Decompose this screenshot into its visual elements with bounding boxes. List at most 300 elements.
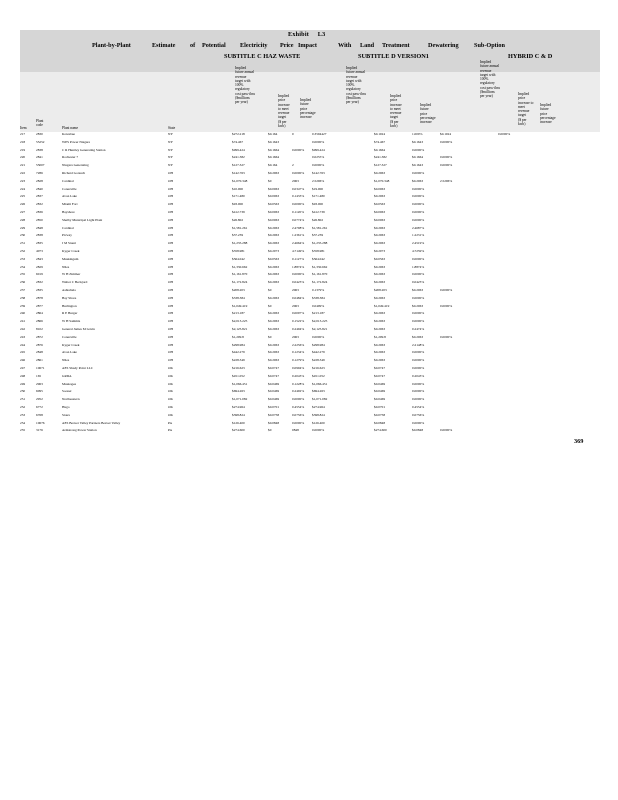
table-cell: $451.052 [232, 373, 245, 378]
table-cell: 2832 [36, 202, 43, 207]
table-cell: 2835 [36, 241, 43, 246]
table-cell: 2828 [36, 178, 43, 183]
table-cell: NY [168, 139, 173, 144]
table-cell: 0.1433% [292, 194, 305, 199]
table-cell: OH [168, 233, 173, 238]
table-row [20, 249, 595, 255]
table-cell: $0.0758 [268, 412, 280, 417]
table-cell: 251 [20, 397, 26, 402]
table-cell: $1,049.419 [232, 303, 248, 308]
table-cell: $0.2063 [268, 311, 280, 316]
table-cell: $1,161.870 [232, 272, 248, 277]
table-cell: $1,049.419 [374, 303, 390, 308]
table-cell: 2838 [36, 147, 43, 152]
table-cell: OH [168, 249, 173, 253]
table-row [20, 366, 595, 372]
table-cell: 1.2231% [412, 233, 425, 238]
table-cell: $2,125.821 [232, 327, 248, 331]
table-cell: 2.5296% [440, 178, 453, 183]
table-cell: OH [168, 334, 173, 339]
table-cell: OK [168, 381, 173, 386]
table-cell: $0.0848 [268, 420, 280, 425]
table-cell: Niles [62, 264, 70, 269]
table-cell: 0.2043% [292, 373, 305, 378]
table-cell: $0.0701 [268, 405, 280, 409]
table-cell: $0.2063 [412, 288, 424, 292]
table-cell: 2963 [36, 381, 43, 386]
exhibit-label [288, 31, 325, 38]
table-cell: Avon Lake [62, 194, 77, 199]
table-row [20, 350, 595, 356]
group-header-9: Implied future price percentage increase [540, 103, 556, 125]
table-cell: $0.0063 [268, 217, 280, 222]
table-cell: 2848 [36, 350, 43, 355]
table-cell: 0.0000% [440, 428, 453, 433]
table-cell: $171.480 [312, 194, 325, 199]
table-cell: 0.0000% [412, 202, 425, 207]
table-cell: W H Sammis [62, 319, 81, 324]
table-cell: $93.000 [312, 202, 324, 207]
table-cell: 0.0000% [440, 155, 453, 160]
table-cell: 1.2361% [292, 233, 305, 238]
table-cell: OH [168, 225, 173, 230]
table-cell: 2063 [292, 288, 299, 292]
table-cell: 240 [20, 311, 26, 316]
table-cell: 0.0000% [440, 288, 453, 292]
table-cell: 0.0000% [312, 334, 325, 339]
table-cell: 238 [20, 295, 26, 300]
table-cell: $0.1664 [374, 147, 386, 152]
table-cell: $142.763 [312, 171, 325, 175]
table-cell: PA [168, 428, 173, 433]
table-cell: Picway [62, 233, 72, 238]
table-cell: Sioux [62, 412, 70, 417]
table-cell: $0.2063 [412, 334, 424, 339]
table-cell: 2836 [36, 210, 43, 214]
table-cell: $0.2063 [268, 241, 280, 246]
table-cell: $142.763 [232, 171, 245, 175]
table-cell: Richard Gorsuch [62, 171, 86, 175]
table-cell: Sooner [62, 389, 72, 394]
page-number: 369 [574, 438, 584, 445]
table-cell: WPS Power Niagara [62, 139, 91, 144]
table-cell: 248 [20, 373, 26, 378]
table-cell: 0.0097% [292, 311, 305, 316]
title-word: of [190, 42, 196, 49]
table-cell: 4.7259% [412, 249, 425, 253]
table-cell: 220 [20, 155, 26, 160]
table-cell: $0.1024 [374, 132, 386, 136]
table-cell: 241 [20, 319, 26, 324]
table-cell: 2850 [36, 217, 43, 222]
table-cell: $1,235.288 [312, 241, 328, 246]
table-cell: 0.1379% [312, 288, 325, 292]
table-cell: $0.2063 [374, 194, 386, 199]
table-cell: 2.4687% [412, 225, 425, 230]
table-cell: OH [168, 264, 173, 269]
table-cell: $126.400 [312, 420, 325, 425]
table-row [20, 389, 595, 395]
table-cell: $0.0469 [374, 397, 386, 402]
table-cell: 2.2148% [412, 342, 425, 347]
table-cell: 234 [20, 264, 26, 269]
table-cell: $0.0747 [268, 366, 280, 370]
table-cell: OK [168, 397, 173, 402]
exhibit-number: L3 [317, 31, 326, 38]
table-cell: $1,071.082 [312, 397, 328, 402]
table-cell: $1,070.348 [374, 178, 390, 183]
table-cell: $208.203 [374, 288, 387, 292]
table-cell: $228.349 [312, 358, 325, 363]
table-row [20, 280, 595, 286]
col-header-state: State [168, 126, 176, 130]
table-cell: 4.7149% [292, 249, 305, 253]
table-cell: $1,209.8 [374, 334, 386, 339]
table-cell: Kotzebue [62, 132, 75, 136]
table-cell: $442.279 [312, 350, 325, 355]
table-cell: 0.0000% [412, 358, 425, 363]
table-cell: $358.981 [312, 249, 325, 253]
table-cell: $26.802 [232, 217, 244, 222]
table-cell: OH [168, 303, 173, 308]
table-cell: $0.2063 [268, 350, 280, 355]
table-cell: $0.1024 [440, 132, 452, 136]
table-cell: 0.0000% [440, 334, 453, 339]
table-cell: 0.0000% [412, 311, 425, 316]
table-cell: OH [168, 295, 173, 300]
table-row [20, 421, 595, 427]
table-cell: $171.480 [232, 194, 245, 199]
title-word: Impact [298, 42, 317, 49]
table-cell: 4073 [36, 249, 43, 253]
table-cell: 2843 [36, 256, 43, 261]
table-cell: $1,330.662 [232, 264, 248, 269]
table-cell: W H Zimmer [62, 272, 81, 277]
table-cell: $0.2063 [268, 233, 280, 238]
table-cell: 6772 [36, 405, 43, 409]
table-cell: $0.0063 [374, 217, 386, 222]
table-cell: 223 [20, 178, 26, 183]
table-cell: $213.187 [312, 311, 325, 316]
table-cell: $0.0469 [268, 389, 280, 394]
table-cell: Armstrong Power Station [62, 428, 97, 433]
table-cell: 2848 [36, 225, 43, 230]
table-cell: 2877 [36, 303, 43, 308]
table-cell: $19.000 [312, 186, 324, 191]
table-cell: $0.0063 [374, 210, 386, 214]
table-cell: 0.1127% [292, 256, 305, 261]
table-cell: 254 [20, 420, 26, 425]
table-cell: $0 [268, 334, 272, 339]
table-cell: 0.0000% [412, 295, 425, 300]
table-cell: $694.263 [312, 389, 325, 394]
group-header-4: Implied future annual revenue target with 100% regulatory cost pass-thru ($millions per year) [346, 66, 366, 105]
table-cell: $1,070.348 [232, 178, 248, 183]
title-word: ce [288, 42, 294, 49]
table-cell: OH [168, 256, 173, 261]
table-cell: 237 [20, 288, 26, 292]
table-cell: $74.467 [374, 139, 386, 144]
table-cell: 0.3594427 [312, 132, 327, 136]
table-cell: Burlington [62, 303, 77, 308]
table-cell: $274.600 [374, 428, 387, 433]
table-cell: 0.0423% [292, 280, 305, 285]
section-label-hybrid: HYBRID C & D [508, 53, 553, 60]
table-cell: 219 [20, 147, 26, 152]
table-cell: $1,071.082 [232, 397, 248, 402]
table-cell: 0.0000% [412, 397, 425, 402]
table-cell: $0.0563 [374, 256, 386, 261]
table-cell: 0.1228% [292, 381, 305, 386]
table-cell: 2.5296% [312, 178, 325, 183]
table-row [20, 304, 595, 310]
table-cell: $0.2063 [374, 225, 386, 230]
title-word: Potential [202, 42, 226, 49]
table-cell: $0 [268, 428, 272, 433]
title-word: Electricity [240, 42, 268, 49]
table-cell: 243 [20, 334, 26, 339]
table-cell: Conesville [62, 334, 77, 339]
table-cell: 0.0000% [412, 366, 425, 370]
table-cell: 165 [36, 373, 42, 378]
table-cell: OH [168, 288, 173, 292]
table-cell: 246 [20, 358, 26, 363]
table-cell: $208.203 [232, 288, 245, 292]
table-row [20, 358, 595, 364]
table-cell: 0.0000% [292, 147, 305, 152]
table-row [20, 179, 595, 185]
table-cell: 217 [20, 132, 26, 136]
table-cell: GRDA [62, 373, 72, 378]
table-cell: NY [168, 147, 173, 152]
table-cell: $442.279 [232, 350, 245, 355]
table-cell: NY [168, 155, 173, 160]
table-cell: 242 [20, 327, 26, 331]
table-cell: $228.349 [232, 358, 245, 363]
table-cell: $274.964 [232, 405, 245, 409]
table-cell: 0.1279% [292, 358, 305, 363]
table-row [20, 272, 595, 278]
table-row [20, 187, 595, 193]
table-cell: 0.2492% [292, 389, 305, 394]
table-cell: $1,172.824 [312, 280, 328, 285]
table-cell: $0 [268, 288, 272, 292]
table-cell: $0.2063 [374, 280, 386, 285]
table-cell: OH [168, 210, 173, 214]
table-cell: Rochester 7 [62, 155, 79, 160]
table-cell: $0.2963 [268, 171, 280, 175]
table-row [20, 343, 595, 349]
table-cell: $0.164 [268, 132, 278, 136]
table-cell: OH [168, 202, 173, 207]
table-cell: 252 [20, 405, 26, 409]
table-row [20, 140, 595, 146]
table-cell: $272.218 [232, 132, 245, 136]
table-cell: $338.384 [312, 295, 325, 300]
table-cell: OH [168, 327, 173, 331]
table-cell: $0.0563 [268, 202, 280, 207]
table-cell: $358.981 [232, 249, 245, 253]
table-cell: $298.984 [232, 342, 245, 347]
table-cell: 0.0000% [412, 272, 425, 277]
table-cell: 2.2256% [292, 342, 305, 347]
table-cell: 0.0423% [412, 280, 425, 285]
table-cell: OK [168, 405, 173, 409]
table-cell: $0.2063 [268, 280, 280, 285]
table-cell: 0.0000% [412, 256, 425, 261]
table-cell: OH [168, 194, 173, 199]
table-cell: NY [168, 163, 173, 168]
table-cell: 231 [20, 241, 26, 246]
table-cell: $338.384 [232, 295, 245, 300]
table-cell: C R Huntley Generating Station [62, 147, 106, 152]
table-row [20, 226, 595, 232]
table-cell: $1,581.261 [232, 225, 248, 230]
title-word: Dewatering [428, 42, 459, 49]
table-cell: $0.2063 [268, 225, 280, 230]
table-cell: $0.0747 [374, 366, 386, 370]
table-cell: $0.0563 [268, 256, 280, 261]
table-cell: Bayshore [62, 210, 75, 214]
table-cell: 0.0000% [312, 139, 325, 144]
table-cell: 0.2494% [292, 327, 305, 331]
table-row [20, 374, 595, 380]
table-cell: $0.2063 [374, 342, 386, 347]
table-cell: 2952 [36, 397, 43, 402]
table-row [20, 397, 595, 403]
table-cell: 0.0000% [412, 210, 425, 214]
table-cell: OK [168, 373, 173, 378]
table-cell: 2.4519% [412, 241, 425, 246]
table-cell: $26.802 [312, 217, 324, 222]
table-cell: $274.964 [312, 405, 325, 409]
table-cell: 255 [20, 428, 26, 433]
table-cell: $0.0848 [412, 428, 424, 433]
table-cell: $213.187 [232, 311, 245, 316]
table-cell: Bay Shore [62, 295, 77, 300]
table-cell: OK [168, 389, 173, 394]
table-row [20, 319, 595, 325]
table-cell: $0.0469 [374, 389, 386, 394]
table-row [20, 257, 595, 263]
table-cell: 2838 [36, 233, 43, 238]
table-row [20, 265, 595, 271]
table-cell: $37.239 [312, 233, 324, 238]
table-cell: $0.2063 [374, 319, 386, 324]
title-word: Sub-Option [474, 42, 505, 49]
table-cell: AES Beaver Valley Partners Beaver Valley [62, 420, 121, 425]
table-cell: Conesville [62, 186, 77, 191]
table-cell: $0.2063 [268, 342, 280, 347]
table-cell: $0.2063 [374, 358, 386, 363]
table-cell: $2,013.225 [312, 319, 328, 324]
table-cell: Hugo [62, 405, 70, 409]
table-cell: OH [168, 178, 173, 183]
table-cell: 55252 [36, 139, 45, 144]
table-cell: 2063 [292, 303, 299, 308]
table-cell: $0.0701 [374, 405, 386, 409]
title-word: With [338, 42, 352, 49]
table-cell: OH [168, 350, 173, 355]
table-cell: 0.0000% [292, 171, 305, 175]
table-cell: OH [168, 272, 173, 277]
table-cell: $0.2063 [374, 327, 386, 331]
table-row [20, 413, 595, 419]
table-cell: AES Shady Point LLC [62, 366, 93, 370]
table-cell: 2063 [292, 178, 299, 183]
table-row [20, 241, 595, 247]
table-cell: 0.0000% [412, 319, 425, 324]
table-cell: 0.0484% [292, 295, 305, 300]
table-cell: 0.0756% [412, 412, 425, 417]
table-cell: 0.0000% [412, 171, 425, 175]
table-cell: $0 [268, 178, 272, 183]
table-cell: 0.0000% [412, 381, 425, 386]
table-cell: OH [168, 311, 173, 316]
table-row [20, 428, 595, 434]
table-cell: $999.424 [232, 147, 245, 152]
table-cell: OK [168, 366, 173, 370]
table-cell: 0.0000% [412, 389, 425, 394]
table-cell: 249 [20, 381, 26, 386]
table-cell: Muskingum [62, 256, 79, 261]
table-row [20, 210, 595, 216]
table-cell: $0.1643 [268, 139, 280, 144]
table-cell: $0.164 [268, 163, 278, 168]
table-cell: $1,172.824 [232, 280, 248, 285]
table-cell: 2 [292, 163, 294, 168]
table-row [20, 335, 595, 341]
table-row [20, 218, 595, 224]
table-cell: 0.0000% [412, 194, 425, 199]
group-header-2: Implied price increase to meet revenue target ($ per kwh) [278, 94, 290, 129]
title-word: Estimate [152, 42, 176, 49]
table-cell: 0.0000% [498, 132, 511, 136]
table-cell: $0.0469 [374, 381, 386, 386]
table-cell: 226 [20, 202, 26, 207]
table-cell: 6019 [36, 272, 43, 277]
table-cell: Cardinal [62, 178, 74, 183]
table-cell: 6768 [36, 412, 43, 417]
table-cell: $1,161.870 [312, 272, 328, 277]
table-cell: $0.2073 [268, 249, 280, 253]
table-cell: $274.600 [232, 428, 245, 433]
table-cell: $127.327 [374, 163, 387, 168]
table-row [20, 311, 595, 317]
table-cell: OH [168, 171, 173, 175]
table-cell: $216.623 [232, 366, 245, 370]
table-row [20, 163, 595, 169]
table-cell: $0.2063 [374, 311, 386, 316]
title-word: Land [360, 42, 375, 49]
table-cell: 10676 [36, 420, 45, 425]
table-cell: $0.0848 [374, 420, 386, 425]
table-cell: 229 [20, 225, 26, 230]
table-cell: $0.2063 [374, 350, 386, 355]
table-row [20, 202, 595, 208]
table-cell: $74.467 [232, 139, 244, 144]
table-cell: $0.2963 [374, 171, 386, 175]
table-cell: $0 [268, 303, 272, 308]
table-cell: $0.0469 [268, 397, 280, 402]
table-cell: $564.042 [312, 256, 325, 261]
table-cell: 0.0000% [440, 303, 453, 308]
table-cell: $0.0563 [374, 202, 386, 207]
table-cell: NY [168, 132, 173, 136]
table-cell: 225 [20, 194, 26, 199]
exhibit-word: Exhibit [288, 31, 310, 38]
table-cell: 2872 [36, 334, 43, 339]
